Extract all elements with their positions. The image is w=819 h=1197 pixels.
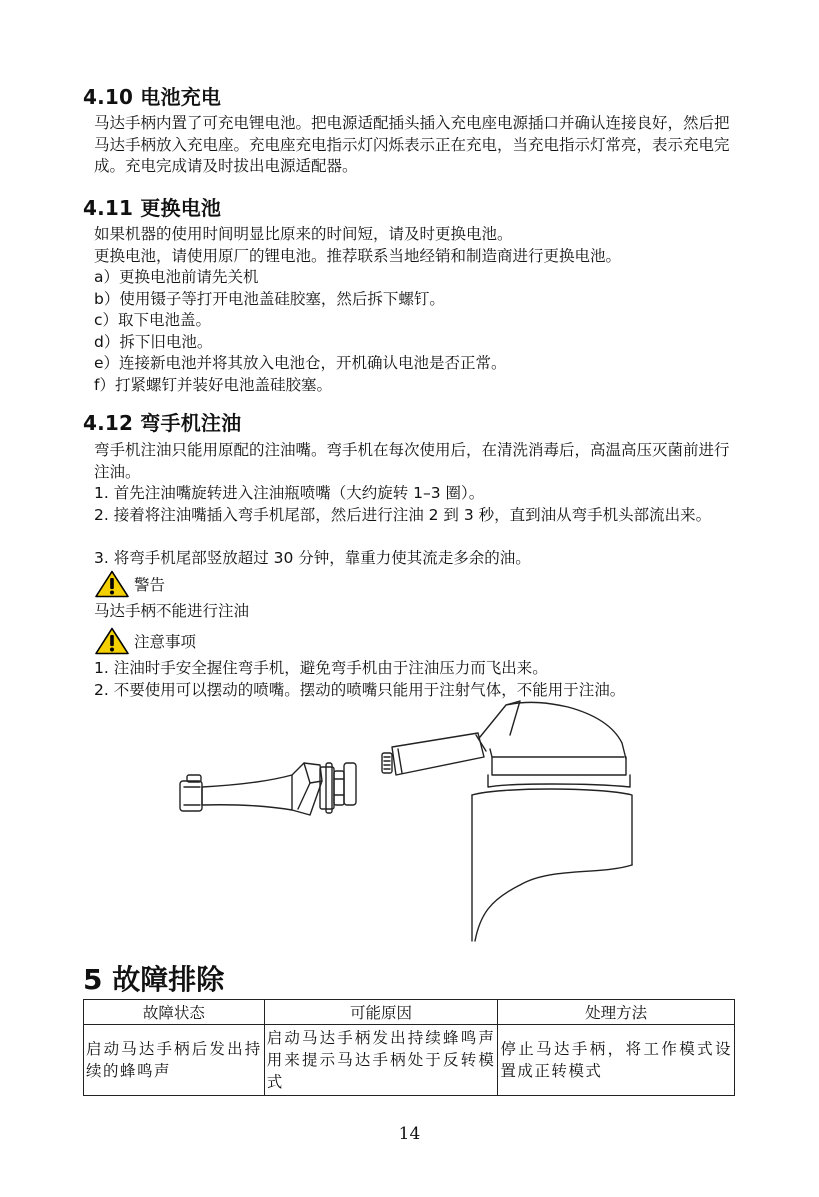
warning-text: 马达手柄不能进行注油 — [94, 602, 250, 620]
warning-triangle-icon — [94, 570, 130, 598]
oil-can-icon — [472, 701, 632, 941]
page-number: 14 — [398, 1124, 421, 1144]
caution-item-1: 1. 注油时手安全握住弯手机，避免弯手机由于注油压力而飞出来。 — [94, 659, 548, 677]
oiling-illustration — [170, 695, 650, 945]
caution-heading — [94, 627, 196, 655]
section-text-4-10: 马达手柄内置了可充电锂电池。把电源适配插头插入充电座电源插口并确认连接良好，然后把马达手柄放入充电座。充电座充电指示灯闪烁表示正在充电，当充电指示灯常亮，表示充电完成。充电完成请及时拔出电源适配器。 — [94, 114, 730, 175]
handpiece-shaft-icon — [202, 763, 322, 815]
battery-line-2: 更换电池，请使用原厂的锂电池。推荐联系当地经销和制造商进行更换电池。 — [94, 246, 622, 265]
section-title-4-10: 4.10 电池充电 — [83, 85, 222, 109]
warning-label: 警告 — [134, 576, 166, 594]
oil-nozzle-icon — [382, 733, 486, 775]
handpiece-connector-icon — [320, 763, 356, 813]
battery-line-1: 如果机器的使用时间明显比原来的时间短，请及时更换电池。 — [94, 225, 513, 243]
caution-triangle-icon — [94, 627, 130, 655]
oiling-step-2: 2. 接着将注油嘴插入弯手机尾部，然后进行注油 2 到 3 秒，直到油从弯手机头部流出来。 — [94, 505, 712, 524]
battery-step-e: e）连接新电池并将其放入电池仓，开机确认电池是否正常。 — [94, 354, 507, 372]
caution-item-2: 2. 不要使用可以摆动的喷嘴。摆动的喷嘴只能用于注射气体，不能用于注油。 — [94, 681, 626, 699]
table-header-cell: 故障状态 — [84, 1000, 265, 1025]
battery-step-a: a）更换电池前请先关机 — [94, 268, 259, 286]
table-cell-solution: 停止马达手柄，将工作模式设置成正转模式 — [498, 1025, 735, 1096]
section-title-4-12: 4.12 弯手机注油 — [83, 411, 242, 435]
section-title-4-11: 4.11 更换电池 — [83, 196, 222, 220]
battery-step-d: d）拆下旧电池。 — [94, 332, 213, 351]
table-cell-cause: 启动马达手柄发出持续蜂鸣声用来提示马达手柄处于反转模式 — [264, 1025, 498, 1096]
table-row — [84, 1025, 735, 1096]
oiling-intro: 弯手机注油只能用原配的注油嘴。弯手机在每次使用后，在清洗消毒后，高温高压灭菌前进行注油。 — [94, 441, 730, 481]
table-header-cell: 处理方法 — [498, 1000, 735, 1025]
battery-step-f: f）打紧螺钉并装好电池盖硅胶塞。 — [94, 375, 332, 394]
table-header-cell: 可能原因 — [264, 1000, 498, 1025]
battery-step-b: b）使用镊子等打开电池盖硅胶塞，然后拆下螺钉。 — [94, 289, 445, 308]
caution-label: 注意事项 — [134, 633, 197, 651]
troubleshooting-table — [83, 999, 735, 1096]
table-cell-fault: 启动马达手柄后发出持续的蜂鸣声 — [84, 1025, 265, 1096]
battery-step-c: c）取下电池盖。 — [94, 311, 212, 329]
oiling-step-1: 1. 首先注油嘴旋转进入注油瓶喷嘴（大约旋转 1–3 圈）。 — [94, 484, 485, 502]
warning-heading — [94, 570, 165, 598]
section-title-5: 5 故障排除 — [83, 963, 225, 996]
handpiece-head-icon — [180, 775, 202, 811]
oiling-step-3: 3. 将弯手机尾部竖放超过 30 分钟，靠重力使其流走多余的油。 — [94, 549, 531, 567]
table-header-row — [84, 1000, 735, 1025]
